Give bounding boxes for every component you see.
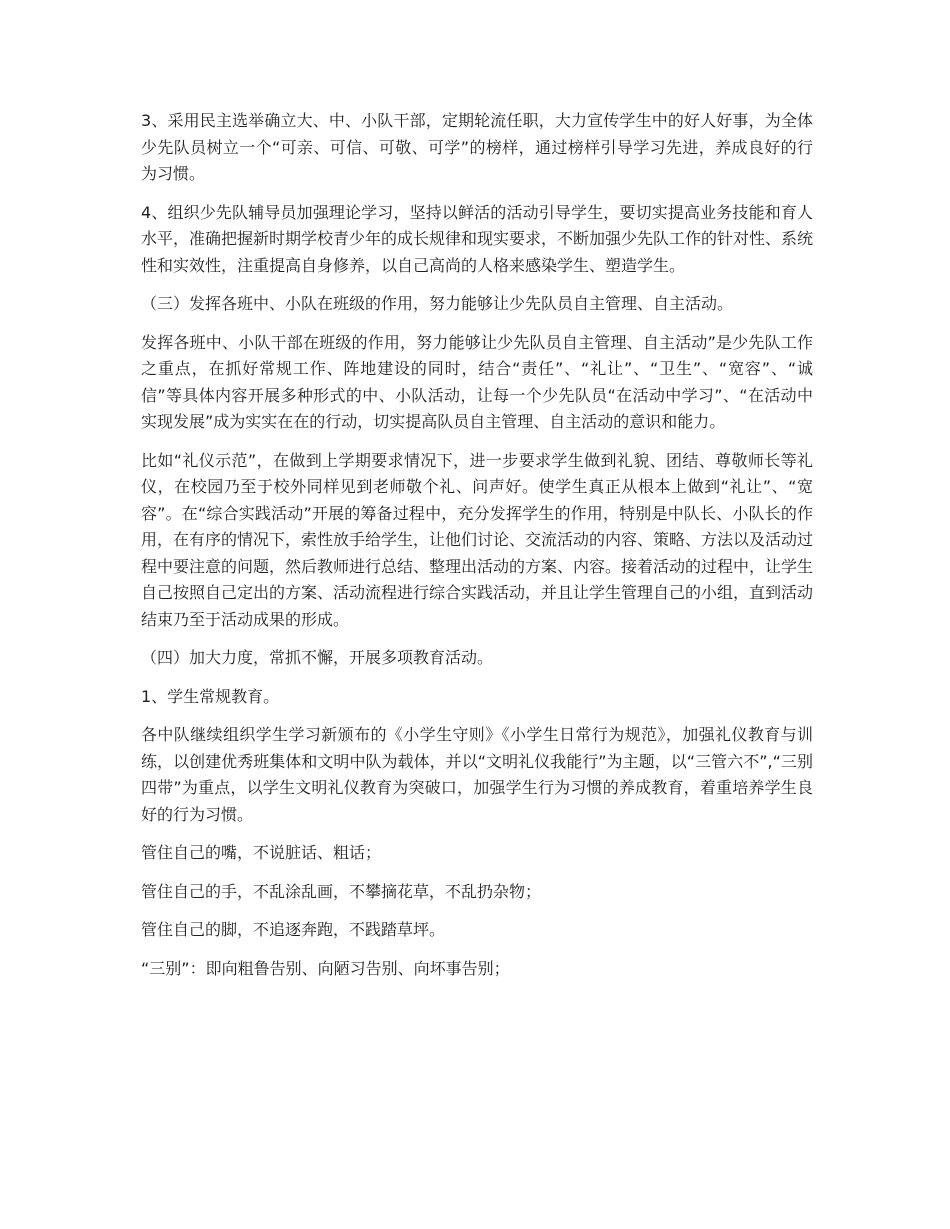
document-body (141, 108, 813, 994)
subheading-routine-education: 1、学生常规教育。 (141, 686, 280, 706)
paragraph-etiquette-example: 比如“礼仪示范”，在做到上学期要求情况下，进一步要求学生做到礼貌、团结、尊敬师长等礼仪，在校园乃至于校外同样见到老师敬个礼、问声好。使学生真正从根本上做到“礼让”、“宽容”。在“综合实践活动”开展的筹备过程中，充分发挥学生的作用，特别是中队长、小队长的作用，在有序的情况下，索性放手给学生，让他们讨论、交流活动的内容、策略、方法以及活动过程中要注意的问题，然后教师进行总结、整理出活动的方案、内容。接着活动的过程中，让学生自己按照自己定出的方案、活动流程进行综合实践活动，并且让学生管理自己的小组，直到活动结束乃至于活动成果的形成。 (141, 450, 814, 629)
section-heading-3: （三）发挥各班中、小队在班级的作用，努力能够让少先队员自主管理、自主活动。 (141, 294, 734, 313)
paragraph-item-4: 4、组织少先队辅导员加强理论学习，坚持以鲜活的活动引导学生，要切实提高业务技能和育人水平，准确把握新时期学校青少年的成长规律和现实要求，不断加强少先队工作的针对性、系统性和实效性，注重提高自身修养，以自己高尚的人格来感染学生、塑造学生。 (141, 202, 814, 275)
rule-hands: 管住自己的手，不乱涂乱画，不攀摘花草，不乱扔杂物； (141, 881, 542, 901)
paragraph-item-3: 3、采用民主选举确立大、中、小队干部，定期轮流任职，大力宣传学生中的好人好事，为全体少先队员树立一个“可亲、可信、可敬、可学”的榜样，通过榜样引导学习先进，养成良好的行为习惯。 (141, 111, 813, 183)
rule-feet: 管住自己的脚，不追逐奔跑，不践踏草坪。 (141, 920, 446, 939)
rule-three-farewells: “三别”：即向粗鲁告别、向陋习告别、向坏事告别； (141, 958, 510, 978)
section-heading-4: （四）加大力度，常抓不懈，开展多项教育活动。 (141, 648, 494, 667)
paragraph-self-management: 发挥各班中、小队干部在班级的作用，努力能够让少先队员自主管理、自主活动”是少先队工作之重点，在抓好常规工作、阵地建设的同时，结合“责任”、“礼让”、“卫生”、“宽容”、“诚信”等具体内容开展多种形式的中、小队活动，让每一个少先队员“在活动中学习”、“在活动中实现发展”成为实实在在的行动，切实提高队员自主管理、自主活动的意识和能力。 (141, 332, 813, 431)
rule-mouth: 管住自己的嘴，不说脏话、粗话； (141, 843, 382, 862)
paragraph-routine-education: 各中队继续组织学生学习新颁布的《小学生守则》《小学生日常行为规范》，加强礼仪教育与训练，以创建优秀班集体和文明中队为载体，并以“文明礼仪我能行”为主题，以“三管六不”,“三别四带”为重点，以学生文明礼仪教育为突破口，加强学生行为习惯的养成教育，着重培养学生良好的行为习惯。 (141, 725, 813, 824)
